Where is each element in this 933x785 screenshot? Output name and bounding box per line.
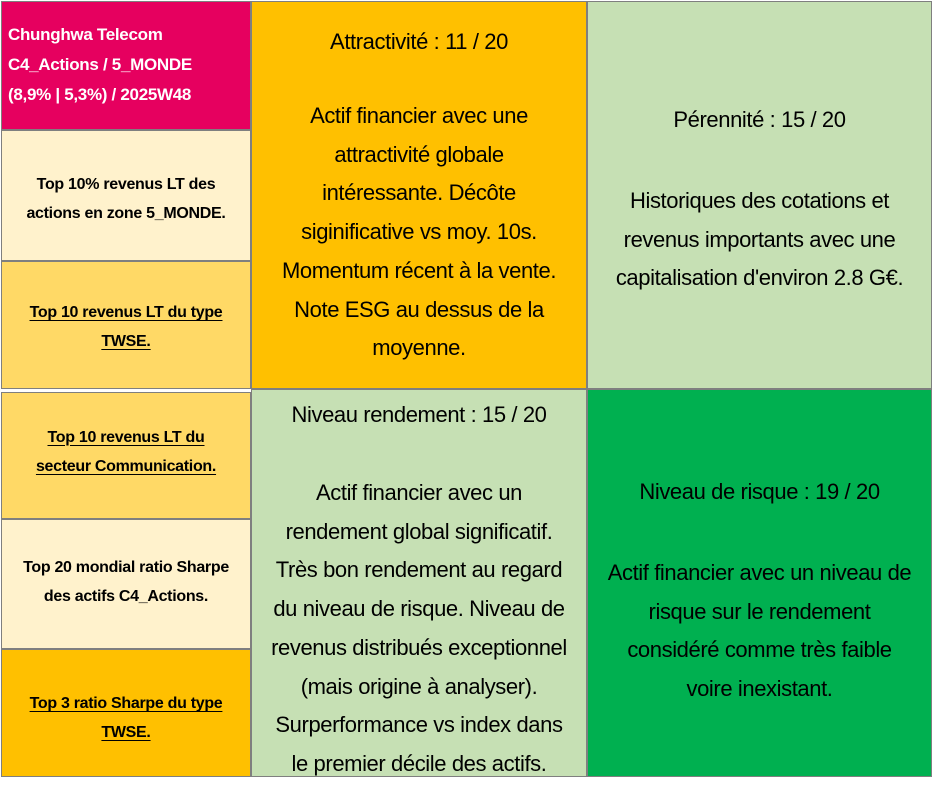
badge-line: Top 10 revenus LT du	[47, 428, 205, 446]
badge-line: TWSE.	[101, 724, 151, 741]
risque-score: Niveau de risque : 19 / 20	[639, 479, 880, 504]
attractivite-line: moyenne.	[372, 335, 466, 361]
badge-line: TWSE.	[101, 333, 151, 350]
perennite-score: Pérennité : 15 / 20	[673, 107, 846, 132]
risque-line: risque sur le rendement	[648, 598, 871, 624]
perennite-line: Historiques des cotations et	[629, 188, 890, 213]
risque-line: Actif financier avec un niveau de	[607, 560, 912, 585]
risque-panel	[587, 389, 932, 777]
badge-top10-type	[1, 261, 251, 389]
attractivite-line: Momentum récent à la vente.	[281, 257, 557, 283]
attractivite-line: intéressante. Décôte	[322, 180, 516, 206]
badge-line: actions en zone 5_MONDE.	[26, 204, 226, 222]
perennite-line: revenus importants avec une	[623, 226, 896, 252]
risque-line: considéré comme très faible	[627, 637, 892, 663]
risque-line: voire inexistant.	[686, 676, 833, 702]
rendement-line: Surperformance vs index dans	[275, 712, 563, 738]
badge-line: Top 10% revenus LT des	[36, 175, 216, 193]
badge-top10pct-zone	[1, 130, 251, 261]
rendement-score: Niveau rendement : 15 / 20	[291, 402, 547, 427]
rendement-line: (mais origine à analyser).	[300, 673, 538, 699]
rendement-panel	[251, 389, 587, 777]
attractivite-line: siginificative vs moy. 10s.	[301, 219, 537, 245]
attractivite-line: attractivité globale	[334, 141, 504, 167]
badge-top20-sharpe	[1, 519, 251, 649]
perennite-line: capitalisation d'environ 2.8 G€.	[615, 265, 904, 291]
asset-header	[1, 1, 251, 130]
attractivite-line: Note ESG au dessus de la	[294, 296, 544, 322]
badge-line: des actifs C4_Actions.	[43, 588, 209, 605]
attractivite-score: Attractivité : 11 / 20	[330, 29, 508, 54]
badge-line: Top 20 mondial ratio Sharpe	[23, 559, 229, 576]
badge-top10-sector	[1, 392, 251, 519]
rendement-line: du niveau de risque. Niveau de	[273, 596, 565, 622]
rendement-line: revenus distribués exceptionnel	[271, 634, 567, 660]
rendement-line: Actif financier avec un	[315, 480, 523, 505]
asset-stats-week: (8,9% | 5,3%) / 2025W48	[8, 85, 192, 104]
rendement-line: rendement global significatif.	[285, 518, 553, 544]
attractivite-panel	[251, 1, 587, 389]
badge-top3-sharpe-type	[1, 649, 251, 777]
badge-line: secteur Communication.	[35, 457, 217, 475]
badge-line: Top 3 ratio Sharpe du type	[29, 695, 223, 712]
badge-line: Top 10 revenus LT du type	[29, 304, 223, 321]
attractivite-line: Actif financier avec une	[310, 103, 528, 128]
asset-class-zone: C4_Actions / 5_MONDE	[8, 55, 192, 74]
rendement-line: le premier décile des actifs.	[291, 750, 547, 776]
asset-name: Chunghwa Telecom	[8, 25, 163, 44]
rendement-line: Très bon rendement au regard	[275, 557, 563, 583]
perennite-panel	[587, 1, 932, 389]
